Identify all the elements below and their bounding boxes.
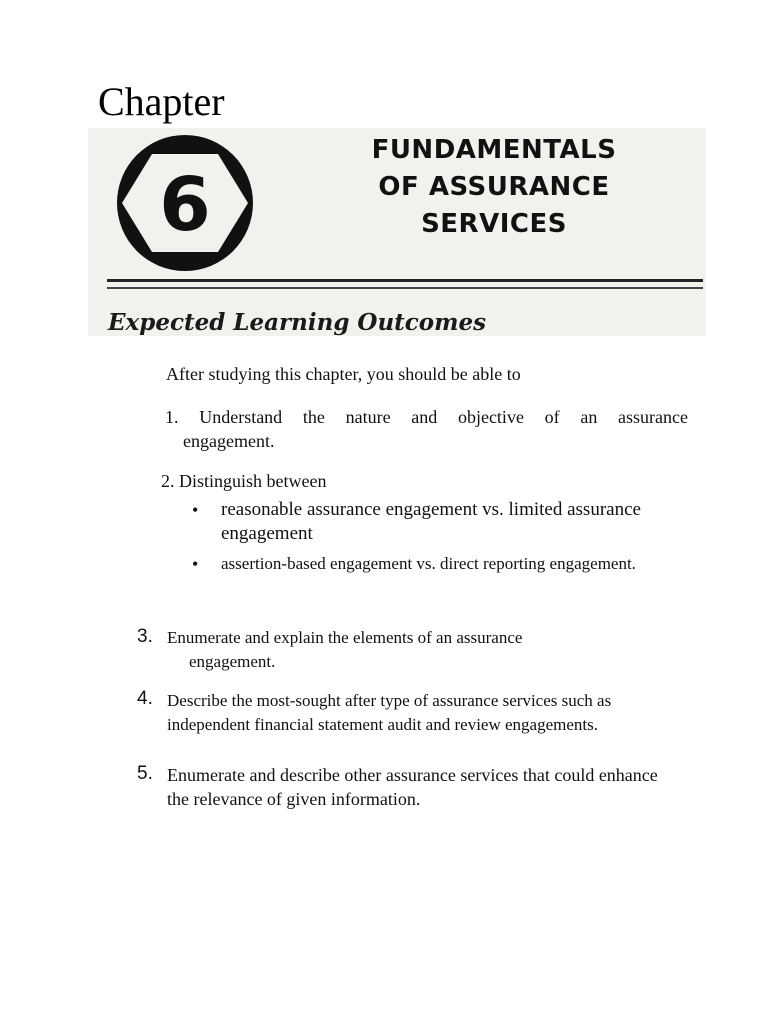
outcome-5-text: Enumerate and describe other assurance services that could enhance the relevance of given information. [167,765,658,809]
outcome-4-text: Describe the most-sought after type of assurance services such as independent financial statement audit and review engagements. [167,691,612,734]
chapter-number: 6 [159,162,211,248]
outcome-3-line-2: engagement. [189,652,276,671]
outcome-1-line-1: 1. Understand the nature and objective of an assurance [165,407,688,427]
hexagon-badge-icon [114,132,256,274]
outcome-1-line-2: engagement. [183,431,275,451]
chapter-banner [88,128,706,336]
outcome-2-bullet-1: reasonable assurance engagement vs. limited assurance engagement [221,499,641,544]
outcome-4-number: 4. [137,688,153,709]
outcome-2: 2. Distinguish between [161,471,327,491]
chapter-title-line-2: OF ASSURANCE [378,172,610,202]
chapter-title [324,132,664,243]
chapter-title-line-1: FUNDAMENTALS [371,135,617,165]
outcome-5-number: 5. [137,763,153,784]
outcome-3-number: 3. [137,626,153,647]
section-heading: Expected Learning Outcomes [108,309,487,336]
divider-thin [107,287,703,289]
bullet-icon: • [192,500,199,520]
chapter-label: Chapter [98,79,225,124]
chapter-title-line-3: SERVICES [421,209,567,239]
bullet-icon: • [192,554,199,574]
outcome-3-line-1: Enumerate and explain the elements of an assurance [167,628,523,647]
outcome-2-bullet-2: assertion-based engagement vs. direct reporting engagement. [221,554,636,573]
divider-thick [107,279,703,282]
intro-text: After studying this chapter, you should be able to [166,364,521,384]
